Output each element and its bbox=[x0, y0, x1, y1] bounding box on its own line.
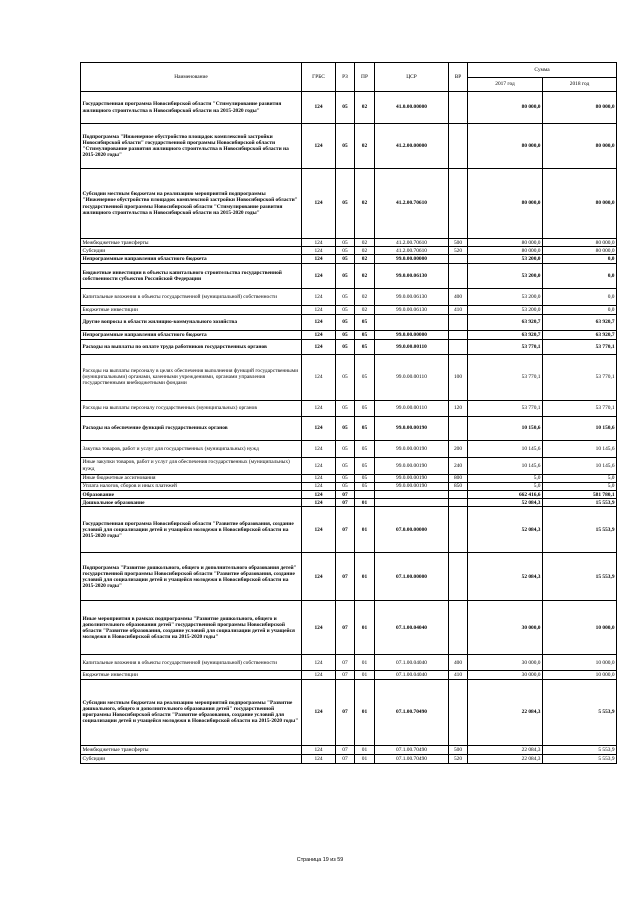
cell-rz: 05 bbox=[336, 247, 355, 255]
cell-name: Межбюджетные трансферты bbox=[81, 745, 302, 754]
cell-pr: 02 bbox=[355, 92, 375, 124]
cell-s2018: 10 150,6 bbox=[543, 416, 617, 440]
cell-rz: 05 bbox=[336, 255, 355, 264]
cell-vr bbox=[449, 507, 468, 553]
cell-rz: 05 bbox=[336, 289, 355, 306]
cell-csr: 07.1.00.70490 bbox=[375, 745, 449, 754]
cell-csr: 99.0.00.00190 bbox=[375, 416, 449, 440]
cell-name: Капитальные вложения в объекты государственной (муниципальной) собственности bbox=[81, 655, 302, 671]
cell-vr bbox=[449, 553, 468, 601]
cell-name: Закупка товаров, работ и услуг для государственных (муниципальных) нужд bbox=[81, 440, 302, 457]
cell-csr: 41.2.00.70610 bbox=[375, 247, 449, 255]
cell-pr bbox=[355, 491, 375, 499]
cell-rz: 05 bbox=[336, 339, 355, 354]
cell-name: Государственная программа Новосибирской области "Стимулирование развития жилищного строительства в Новосибирской области на 2015-2020 годы" bbox=[81, 92, 302, 124]
cell-s2017: 52 084,3 bbox=[468, 507, 543, 553]
table-row bbox=[81, 169, 617, 239]
cell-csr: 07.0.00.00000 bbox=[375, 507, 449, 553]
table-row bbox=[81, 457, 617, 474]
cell-s2017: 63 920,7 bbox=[468, 314, 543, 330]
cell-grbs: 124 bbox=[302, 400, 336, 416]
cell-grbs: 124 bbox=[302, 354, 336, 400]
cell-s2017: 30 000,0 bbox=[468, 655, 543, 671]
cell-rz: 07 bbox=[336, 601, 355, 655]
cell-s2018: 0,0 bbox=[543, 255, 617, 264]
table-row bbox=[81, 601, 617, 655]
cell-vr bbox=[449, 339, 468, 354]
cell-name: Непрограммные направления областного бюджета bbox=[81, 255, 302, 264]
cell-vr bbox=[449, 416, 468, 440]
cell-name: Образование bbox=[81, 491, 302, 499]
cell-pr: 05 bbox=[355, 474, 375, 482]
cell-grbs: 124 bbox=[302, 679, 336, 745]
table-row bbox=[81, 354, 617, 400]
cell-pr: 05 bbox=[355, 400, 375, 416]
cell-s2017: 53 200,0 bbox=[468, 264, 543, 289]
cell-s2018: 63 920,7 bbox=[543, 330, 617, 339]
cell-rz: 05 bbox=[336, 457, 355, 474]
cell-grbs: 124 bbox=[302, 169, 336, 239]
cell-pr: 02 bbox=[355, 264, 375, 289]
cell-vr: 400 bbox=[449, 289, 468, 306]
cell-vr bbox=[449, 499, 468, 507]
table-row bbox=[81, 330, 617, 339]
cell-rz: 05 bbox=[336, 306, 355, 314]
cell-pr: 05 bbox=[355, 354, 375, 400]
cell-s2018: 10 145,6 bbox=[543, 440, 617, 457]
cell-rz: 07 bbox=[336, 553, 355, 601]
cell-name: Расходы на выплаты персоналу в целях обеспечения выполнения функций государственными (муниципальными) органами, казенными учреждениями, органами управления государственными внебюджетными фондами bbox=[81, 354, 302, 400]
cell-vr: 800 bbox=[449, 474, 468, 482]
cell-pr: 02 bbox=[355, 306, 375, 314]
cell-pr: 01 bbox=[355, 507, 375, 553]
cell-vr: 410 bbox=[449, 671, 468, 679]
cell-s2017: 22 084,3 bbox=[468, 745, 543, 754]
cell-csr: 99.0.00.06130 bbox=[375, 306, 449, 314]
cell-pr: 01 bbox=[355, 671, 375, 679]
header-sum: Сумма bbox=[468, 63, 617, 78]
table-row bbox=[81, 255, 617, 264]
cell-s2017: 53 770,1 bbox=[468, 400, 543, 416]
cell-grbs: 124 bbox=[302, 92, 336, 124]
cell-grbs: 124 bbox=[302, 247, 336, 255]
cell-s2018: 5 553,9 bbox=[543, 754, 617, 763]
cell-name: Субсидии bbox=[81, 754, 302, 763]
cell-rz: 07 bbox=[336, 491, 355, 499]
cell-s2018: 10 000,0 bbox=[543, 671, 617, 679]
cell-s2018: 80 000,0 bbox=[543, 169, 617, 239]
cell-rz: 07 bbox=[336, 754, 355, 763]
cell-vr bbox=[449, 601, 468, 655]
cell-vr: 520 bbox=[449, 754, 468, 763]
cell-csr: 07.1.00.00000 bbox=[375, 553, 449, 601]
cell-rz: 07 bbox=[336, 679, 355, 745]
table-row bbox=[81, 400, 617, 416]
cell-grbs: 124 bbox=[302, 255, 336, 264]
cell-grbs: 124 bbox=[302, 655, 336, 671]
header-pr: ПР bbox=[355, 63, 375, 92]
table-row bbox=[81, 314, 617, 330]
cell-s2017: 80 000,0 bbox=[468, 124, 543, 169]
cell-s2018: 5 553,9 bbox=[543, 745, 617, 754]
cell-vr bbox=[449, 169, 468, 239]
cell-rz: 05 bbox=[336, 482, 355, 490]
table-row bbox=[81, 440, 617, 457]
cell-pr: 02 bbox=[355, 289, 375, 306]
cell-csr: 41.0.00.00000 bbox=[375, 92, 449, 124]
header-name: Наименование bbox=[81, 63, 302, 92]
cell-s2017: 30 000,0 bbox=[468, 671, 543, 679]
cell-s2017: 53 200,0 bbox=[468, 255, 543, 264]
budget-table bbox=[80, 62, 617, 764]
cell-s2018: 53 770,1 bbox=[543, 354, 617, 400]
cell-grbs: 124 bbox=[302, 474, 336, 482]
cell-grbs: 124 bbox=[302, 416, 336, 440]
cell-csr: 07.1.00.70490 bbox=[375, 679, 449, 745]
cell-vr bbox=[449, 124, 468, 169]
cell-name: Подпрограмма "Развитие дошкольного, общего и дополнительного образования детей" государственной программы Новосибирской области "Развитие образования, создание условий для социализации детей и учащейся молодежи в Новосибирской области на 2015-2020 годы" bbox=[81, 553, 302, 601]
cell-s2017: 53 200,0 bbox=[468, 289, 543, 306]
table-row bbox=[81, 679, 617, 745]
cell-csr: 07.1.00.04040 bbox=[375, 671, 449, 679]
cell-s2018: 80 000,0 bbox=[543, 92, 617, 124]
table-row bbox=[81, 416, 617, 440]
cell-pr: 01 bbox=[355, 499, 375, 507]
cell-name: Расходы на выплаты по оплате труда работников государственных органов bbox=[81, 339, 302, 354]
table-row bbox=[81, 306, 617, 314]
cell-rz: 05 bbox=[336, 330, 355, 339]
cell-rz: 05 bbox=[336, 440, 355, 457]
cell-vr: 100 bbox=[449, 354, 468, 400]
cell-vr: 400 bbox=[449, 655, 468, 671]
table-row bbox=[81, 745, 617, 754]
cell-csr: 99.0.00.00110 bbox=[375, 354, 449, 400]
cell-csr: 99.0.00.00190 bbox=[375, 440, 449, 457]
cell-grbs: 124 bbox=[302, 440, 336, 457]
cell-vr: 850 bbox=[449, 482, 468, 490]
table-row bbox=[81, 499, 617, 507]
cell-name: Государственная программа Новосибирской области "Развитие образования, создание условий для социализации детей и учащейся молодежи в Новосибирской области на 2015-2020 годы" bbox=[81, 507, 302, 553]
budget-table-page bbox=[80, 62, 616, 764]
cell-pr: 01 bbox=[355, 553, 375, 601]
table-row bbox=[81, 655, 617, 671]
cell-rz: 05 bbox=[336, 354, 355, 400]
cell-pr: 01 bbox=[355, 655, 375, 671]
cell-pr: 02 bbox=[355, 239, 375, 247]
cell-grbs: 124 bbox=[302, 553, 336, 601]
cell-s2018: 80 000,0 bbox=[543, 124, 617, 169]
table-header bbox=[81, 63, 617, 92]
cell-pr: 05 bbox=[355, 416, 375, 440]
cell-csr bbox=[375, 499, 449, 507]
cell-csr bbox=[375, 314, 449, 330]
cell-rz: 05 bbox=[336, 169, 355, 239]
cell-pr: 01 bbox=[355, 745, 375, 754]
table-row bbox=[81, 491, 617, 499]
table-row bbox=[81, 671, 617, 679]
cell-grbs: 124 bbox=[302, 457, 336, 474]
cell-grbs: 124 bbox=[302, 339, 336, 354]
cell-csr: 99.0.00.00110 bbox=[375, 400, 449, 416]
cell-grbs: 124 bbox=[302, 306, 336, 314]
cell-s2017: 80 000,0 bbox=[468, 239, 543, 247]
cell-csr: 99.0.00.00000 bbox=[375, 255, 449, 264]
header-year-2017: 2017 год bbox=[468, 78, 543, 92]
cell-csr: 07.1.00.04040 bbox=[375, 601, 449, 655]
cell-csr: 99.0.00.06130 bbox=[375, 289, 449, 306]
header-csr: ЦСР bbox=[375, 63, 449, 92]
cell-name: Иные мероприятия в рамках подпрограммы "Развитие дошкольного, общего и дополнительного образования детей" государственной программы Новосибирской области "Развитие образования, создание условий для социализации детей и учащейся молодежи в Новосибирской области на 2015-2020 годы" bbox=[81, 601, 302, 655]
cell-pr: 01 bbox=[355, 754, 375, 763]
cell-csr: 99.0.00.00000 bbox=[375, 330, 449, 339]
cell-rz: 05 bbox=[336, 239, 355, 247]
cell-s2017: 10 145,6 bbox=[468, 457, 543, 474]
cell-s2018: 80 000,0 bbox=[543, 239, 617, 247]
cell-rz: 07 bbox=[336, 507, 355, 553]
cell-rz: 05 bbox=[336, 416, 355, 440]
cell-grbs: 124 bbox=[302, 491, 336, 499]
table-row bbox=[81, 247, 617, 255]
cell-s2018: 80 000,0 bbox=[543, 247, 617, 255]
cell-name: Межбюджетные трансферты bbox=[81, 239, 302, 247]
cell-rz: 05 bbox=[336, 400, 355, 416]
cell-vr: 200 bbox=[449, 440, 468, 457]
cell-csr: 99.0.00.00190 bbox=[375, 474, 449, 482]
cell-vr: 520 bbox=[449, 247, 468, 255]
cell-csr: 07.1.00.70490 bbox=[375, 754, 449, 763]
cell-name: Бюджетные инвестиции bbox=[81, 306, 302, 314]
cell-csr: 99.0.00.00110 bbox=[375, 339, 449, 354]
cell-csr: 07.1.00.04040 bbox=[375, 655, 449, 671]
cell-name: Бюджетные инвестиции в объекты капитального строительства государственной собственности субъектов Российской Федерации bbox=[81, 264, 302, 289]
cell-s2017: 30 000,0 bbox=[468, 601, 543, 655]
cell-name: Субсидии bbox=[81, 247, 302, 255]
header-year-2018: 2018 год bbox=[543, 78, 617, 92]
table-row bbox=[81, 264, 617, 289]
cell-s2018: 53 770,1 bbox=[543, 339, 617, 354]
cell-pr: 01 bbox=[355, 679, 375, 745]
page-number: Страница 19 из 59 bbox=[296, 857, 344, 863]
cell-grbs: 124 bbox=[302, 499, 336, 507]
cell-pr: 02 bbox=[355, 124, 375, 169]
cell-s2018: 0,0 bbox=[543, 306, 617, 314]
cell-s2017: 22 084,3 bbox=[468, 754, 543, 763]
cell-rz: 07 bbox=[336, 745, 355, 754]
cell-name: Дошкольное образование bbox=[81, 499, 302, 507]
cell-pr: 02 bbox=[355, 247, 375, 255]
cell-pr: 05 bbox=[355, 330, 375, 339]
cell-vr: 500 bbox=[449, 239, 468, 247]
cell-vr bbox=[449, 491, 468, 499]
cell-grbs: 124 bbox=[302, 264, 336, 289]
cell-s2018: 5,0 bbox=[543, 474, 617, 482]
cell-s2017: 80 000,0 bbox=[468, 247, 543, 255]
table-row bbox=[81, 124, 617, 169]
cell-csr bbox=[375, 491, 449, 499]
cell-name: Непрограммные направления областного бюджета bbox=[81, 330, 302, 339]
cell-s2017: 22 084,3 bbox=[468, 679, 543, 745]
cell-s2018: 53 770,1 bbox=[543, 400, 617, 416]
cell-name: Расходы на выплаты персоналу государственных (муниципальных) органов bbox=[81, 400, 302, 416]
cell-rz: 07 bbox=[336, 671, 355, 679]
cell-rz: 05 bbox=[336, 474, 355, 482]
cell-s2017: 52 084,3 bbox=[468, 553, 543, 601]
cell-s2018: 10 145,6 bbox=[543, 457, 617, 474]
cell-s2018: 5,0 bbox=[543, 482, 617, 490]
cell-csr: 41.2.00.70610 bbox=[375, 239, 449, 247]
cell-vr bbox=[449, 92, 468, 124]
table-row bbox=[81, 507, 617, 553]
cell-s2017: 80 000,0 bbox=[468, 169, 543, 239]
table-row bbox=[81, 92, 617, 124]
cell-s2017: 5,0 bbox=[468, 482, 543, 490]
cell-s2018: 581 780,1 bbox=[543, 491, 617, 499]
table-row bbox=[81, 482, 617, 490]
cell-csr: 99.0.00.00190 bbox=[375, 482, 449, 490]
cell-s2017: 80 000,0 bbox=[468, 92, 543, 124]
cell-s2017: 53 770,1 bbox=[468, 354, 543, 400]
cell-name: Расходы на обеспечение функций государственных органов bbox=[81, 416, 302, 440]
cell-grbs: 124 bbox=[302, 330, 336, 339]
cell-s2017: 662 416,6 bbox=[468, 491, 543, 499]
cell-s2017: 5,0 bbox=[468, 474, 543, 482]
table-body bbox=[81, 92, 617, 764]
cell-pr: 05 bbox=[355, 440, 375, 457]
cell-name: Капитальные вложения в объекты государственной (муниципальной) собственности bbox=[81, 289, 302, 306]
header-rz: РЗ bbox=[336, 63, 355, 92]
cell-s2017: 10 145,6 bbox=[468, 440, 543, 457]
cell-grbs: 124 bbox=[302, 601, 336, 655]
cell-s2018: 63 920,7 bbox=[543, 314, 617, 330]
cell-vr: 240 bbox=[449, 457, 468, 474]
table-row bbox=[81, 239, 617, 247]
cell-s2018: 0,0 bbox=[543, 289, 617, 306]
cell-name: Субсидии местным бюджетам на реализацию мероприятий подпрограммы "Развитие дошкольного, общего и дополнительного образования детей" государственной программы Новосибирской области "Развитие образования, создание условий для социализации детей и учащейся молодежи в Новосибирской области на 2015-2020 годы" bbox=[81, 679, 302, 745]
cell-grbs: 124 bbox=[302, 124, 336, 169]
table-row bbox=[81, 754, 617, 763]
cell-s2017: 63 920,7 bbox=[468, 330, 543, 339]
cell-vr bbox=[449, 255, 468, 264]
cell-vr bbox=[449, 314, 468, 330]
cell-vr: 410 bbox=[449, 306, 468, 314]
cell-s2017: 52 084,3 bbox=[468, 499, 543, 507]
table-row bbox=[81, 339, 617, 354]
table-row bbox=[81, 553, 617, 601]
cell-vr bbox=[449, 264, 468, 289]
cell-s2018: 0,0 bbox=[543, 264, 617, 289]
cell-rz: 05 bbox=[336, 124, 355, 169]
header-vr: ВР bbox=[449, 63, 468, 92]
cell-pr: 05 bbox=[355, 482, 375, 490]
cell-name: Субсидии местным бюджетам на реализацию мероприятий подпрограммы "Инженерное обустройство площадок комплексной застройки Новосибирской области" государственной программы Новосибирской области "Стимулирование развития жилищного строительства в Новосибирской области на 2015-2020 годы" bbox=[81, 169, 302, 239]
cell-csr: 99.0.00.00190 bbox=[375, 457, 449, 474]
cell-name: Иные закупки товаров, работ и услуг для обеспечения государственных (муниципальных) нужд bbox=[81, 457, 302, 474]
cell-vr: 120 bbox=[449, 400, 468, 416]
cell-name: Иные бюджетные ассигнования bbox=[81, 474, 302, 482]
cell-csr: 99.0.00.06130 bbox=[375, 264, 449, 289]
cell-name: Бюджетные инвестиции bbox=[81, 671, 302, 679]
cell-grbs: 124 bbox=[302, 507, 336, 553]
header-grbs: ГРБС bbox=[302, 63, 336, 92]
cell-csr: 41.2.00.00000 bbox=[375, 124, 449, 169]
cell-rz: 05 bbox=[336, 264, 355, 289]
cell-grbs: 124 bbox=[302, 671, 336, 679]
cell-rz: 05 bbox=[336, 314, 355, 330]
cell-pr: 01 bbox=[355, 601, 375, 655]
cell-vr bbox=[449, 679, 468, 745]
cell-s2017: 53 200,0 bbox=[468, 306, 543, 314]
cell-s2018: 5 553,9 bbox=[543, 679, 617, 745]
cell-grbs: 124 bbox=[302, 289, 336, 306]
cell-pr: 02 bbox=[355, 169, 375, 239]
table-row bbox=[81, 289, 617, 306]
cell-pr: 02 bbox=[355, 255, 375, 264]
cell-s2018: 10 000,0 bbox=[543, 601, 617, 655]
cell-rz: 05 bbox=[336, 92, 355, 124]
cell-s2017: 10 150,6 bbox=[468, 416, 543, 440]
cell-name: Подпрограмма "Инженерное обустройство площадок комплексной застройки Новосибирской области" государственной программы Новосибирской области "Стимулирование развития жилищного строительства в Новосибирской области на 2015-2020 годы" bbox=[81, 124, 302, 169]
cell-s2018: 10 000,0 bbox=[543, 655, 617, 671]
cell-name: Другие вопросы в области жилищно-коммунального хозяйства bbox=[81, 314, 302, 330]
cell-s2018: 15 553,9 bbox=[543, 553, 617, 601]
cell-rz: 07 bbox=[336, 655, 355, 671]
cell-vr bbox=[449, 330, 468, 339]
cell-csr: 41.2.00.70610 bbox=[375, 169, 449, 239]
table-row bbox=[81, 474, 617, 482]
cell-grbs: 124 bbox=[302, 745, 336, 754]
cell-vr: 500 bbox=[449, 745, 468, 754]
cell-s2018: 15 553,9 bbox=[543, 507, 617, 553]
cell-grbs: 124 bbox=[302, 314, 336, 330]
cell-pr: 05 bbox=[355, 457, 375, 474]
cell-s2017: 53 770,1 bbox=[468, 339, 543, 354]
cell-rz: 07 bbox=[336, 499, 355, 507]
cell-grbs: 124 bbox=[302, 239, 336, 247]
cell-pr: 05 bbox=[355, 314, 375, 330]
cell-s2018: 15 553,9 bbox=[543, 499, 617, 507]
cell-grbs: 124 bbox=[302, 754, 336, 763]
cell-name: Уплата налогов, сборов и иных платежей bbox=[81, 482, 302, 490]
cell-grbs: 124 bbox=[302, 482, 336, 490]
cell-pr: 05 bbox=[355, 339, 375, 354]
